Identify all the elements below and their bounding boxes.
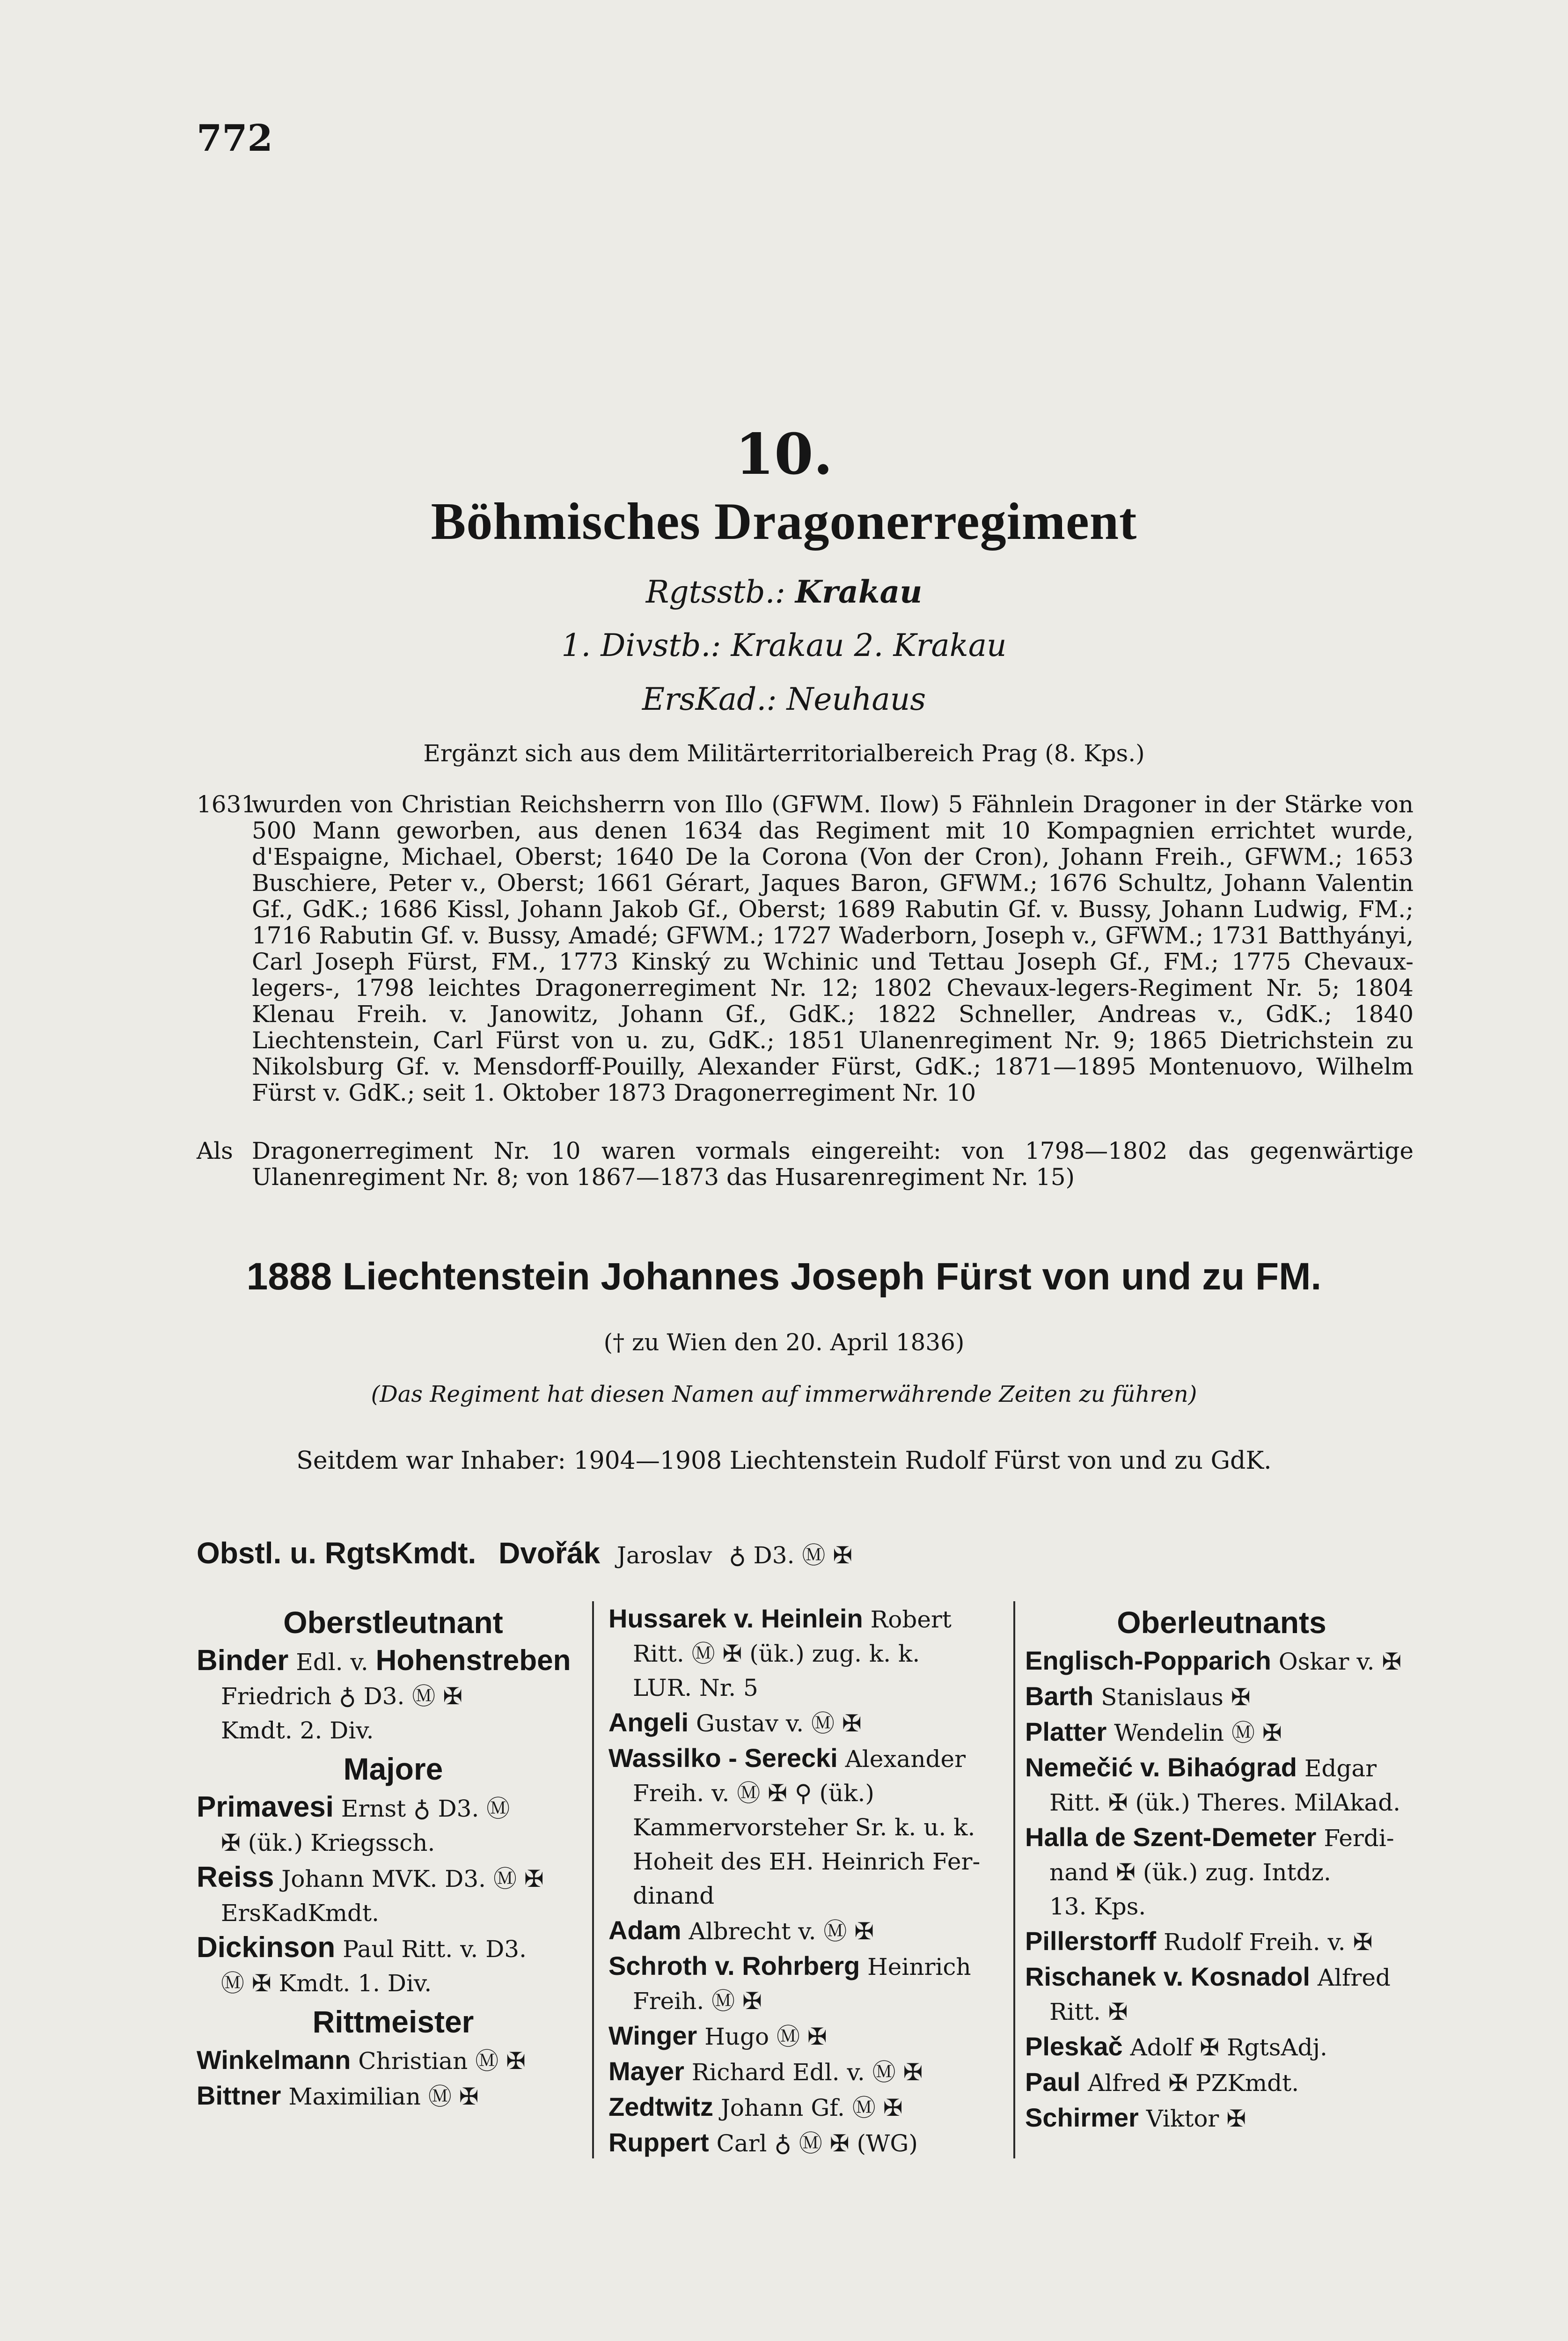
column-divider [592,1601,594,2158]
officer-entry [1025,1679,1418,1715]
officer-detail: Christian Ⓜ ✠ [358,2047,526,2075]
officers-column-1 [197,1601,590,2114]
officer-detail: Freih. Ⓜ ✠ [633,1988,762,2015]
officer-detail: ✠ (ük.) Kriegssch. [221,1829,435,1856]
commander-label: Obstl. u. RgtsKmdt. [197,1536,476,1570]
officer-detail: Rudolf Freih. v. ✠ [1163,1929,1373,1956]
officer-detail: LUR. Nr. 5 [633,1674,758,1701]
commander-decorations: ♁ D3. Ⓜ ✠ [729,1542,853,1569]
officers-column-3 [1025,1601,1418,2136]
officer-entry [197,1790,590,1860]
officer-name: Adam [608,1915,681,1945]
officer-detail: Alfred ✠ PZKmdt. [1088,2069,1299,2097]
owner-heading: 1888 Liechtenstein Johannes Joseph Fürst von und zu FM. [246,1255,1322,1298]
officer-name: Bittner [197,2081,281,2110]
erskad-value: Neuhaus [786,681,926,717]
officer-entry [1025,2029,1418,2065]
officer-name: Reiss [197,1861,274,1893]
officer-detail: Gustav v. Ⓜ ✠ [696,1710,862,1737]
officer-name: Halla de Szent-Demeter [1025,1822,1317,1852]
owner-death: († zu Wien den 20. April 1836) [603,1329,965,1356]
rgtsstb-label: Rgtsstb.: [645,574,785,610]
officer-name: Wassilko - Serecki [608,1743,838,1773]
officer-detail: Paul Ritt. v. D3. [343,1936,527,1963]
supplement-text: Ergänzt sich aus dem Militärterritorialbereich Prag (8. Kps.) [423,740,1145,767]
officer-detail: Ferdi- [1324,1825,1394,1852]
rgtsstb-value: Krakau [795,574,923,610]
officer-name: Hohenstreben [375,1644,571,1677]
officer-entry [1025,1643,1418,1679]
officer-detail: Kmdt. 2. Div. [221,1717,374,1744]
officer-detail: Alexander [845,1745,966,1773]
regiment-number: 10. [735,421,833,487]
officer-detail: Heinrich [867,1953,971,1980]
officer-detail: Hugo Ⓜ ✠ [704,2023,827,2050]
officer-detail: Richard Edl. v. Ⓜ ✠ [691,2059,923,2086]
officer-entry [1025,1820,1418,1924]
officer-name: Pillerstorff [1025,1926,1157,1956]
officer-entry [608,2090,1011,2125]
heading-oberleutnants: Oberleutnants [1117,1605,1326,1640]
officer-entry [1025,1715,1418,1750]
officer-detail: nand ✠ (ük.) zug. Intdz. [1049,1859,1331,1886]
officer-detail: dinand [633,1882,715,1909]
officer-detail: Ritt. ✠ (ük.) Theres. MilAkad. [1049,1789,1401,1816]
replacement-cadre [0,681,1568,717]
officer-name: Winkelmann [197,2045,351,2075]
formerly-text: Dragonerregiment Nr. 10 waren vormals eingereiht: von 1798—1802 das gegenwärtige Ulanenregiment Nr. 8; von 1867—1873 das Husarenregiment Nr. 15) [252,1137,1414,1191]
heading-majore: Majore [343,1752,443,1786]
officers-column-2 [608,1601,1011,2161]
officer-detail: Ritt. Ⓜ ✠ (ük.) zug. k. k. [633,1640,920,1667]
officer-detail: Maximilian Ⓜ ✠ [288,2083,479,2110]
officer-name: Platter [1025,1717,1107,1746]
officer-name: Zedtwitz [608,2092,713,2121]
owner-note: (Das Regiment hat diesen Namen auf immerwährende Zeiten zu führen) [371,1381,1197,1407]
history-paragraph [197,791,1414,1106]
officer-name: Pleskač [1025,2032,1123,2061]
officer-entry [608,1949,1011,2018]
officer-detail: Adolf ✠ RgtsAdj. [1130,2034,1327,2061]
officer-name: Dickinson [197,1931,336,1964]
officer-detail: Hoheit des EH. Heinrich Fer- [633,1848,981,1875]
officer-name: Hussarek v. Heinlein [608,1604,863,1633]
officer-detail: Carl ♁ Ⓜ ✠ (WG) [716,2130,918,2157]
erskad-label: ErsKad.: [642,681,777,717]
column-divider [1013,1601,1015,2158]
officer-entry [608,2018,1011,2054]
officer-detail: Johann Gf. Ⓜ ✠ [720,2094,903,2121]
commander-first: Jaroslav [616,1542,712,1569]
officer-detail: Freih. v. Ⓜ ✠ ⚲ (ük.) [633,1780,874,1807]
officer-entry [608,2125,1011,2161]
officer-detail: Viktor ✠ [1146,2105,1246,2132]
officer-entry [197,2078,590,2114]
officer-entry [608,1741,1011,1913]
officer-detail: Johann MVK. D3. Ⓜ ✠ [281,1865,544,1892]
officer-entry [197,1860,590,1930]
division-staff: 1. Divstb.: Krakau 2. Krakau [561,627,1007,663]
officer-entry [1025,1750,1418,1820]
officer-name: Englisch-Popparich [1025,1646,1271,1675]
officer-name: Ruppert [608,2128,709,2157]
heading-rittmeister: Rittmeister [312,2004,474,2039]
officer-entry [197,2043,590,2078]
regiment-staff [0,574,1568,610]
officer-detail: Ernst ♁ D3. Ⓜ [341,1795,510,1822]
page-number: 772 [197,117,273,160]
officer-entry [608,1601,1011,1705]
officer-detail: ErsKadKmdt. [221,1899,379,1927]
formerly-label: Als [197,1137,233,1164]
officer-entry [608,1913,1011,1949]
officer-entry [1025,1959,1418,2029]
officer-name: Rischanek v. Kosnadol [1025,1962,1310,1991]
regiment-title: Böhmisches Dragonerregiment [431,493,1137,551]
officer-entry [1025,2065,1418,2100]
officer-detail: Ritt. ✠ [1049,1998,1128,2025]
officer-name: Barth [1025,1681,1094,1711]
officer-name: Paul [1025,2067,1081,2097]
officer-entry [197,1930,590,2001]
officer-name: Angeli [608,1708,689,1737]
heading-oberstleutnant: Oberstleutnant [283,1605,503,1640]
officer-detail: Robert [870,1606,952,1633]
officer-name: Schroth v. Rohrberg [608,1951,860,1980]
officer-detail: Wendelin Ⓜ ✠ [1114,1719,1282,1746]
officer-entry [608,2054,1011,2090]
officer-name: Winger [608,2021,697,2050]
former-owner: Seitdem war Inhaber: 1904—1908 Liechtenstein Rudolf Fürst von und zu GdK. [296,1447,1272,1475]
officer-name: Binder [197,1644,289,1677]
officer-name: Schirmer [1025,2103,1139,2132]
commander-line [197,1536,852,1570]
officer-detail: Albrecht v. Ⓜ ✠ [689,1918,874,1945]
officer-name: Nemečić v. Bihaógrad [1025,1752,1297,1782]
officer-detail: Edgar [1304,1755,1377,1782]
officer-name: Primavesi [197,1791,334,1823]
officer-detail: Alfred [1317,1964,1391,1991]
officer-entry [1025,2100,1418,2136]
officer-entry [197,1643,590,1748]
officer-detail: Oskar v. ✠ [1278,1648,1402,1675]
officer-detail: 13. Kps. [1049,1893,1146,1920]
officer-detail: Kammervorsteher Sr. k. u. k. [633,1814,975,1841]
history-year: 1631 [197,791,256,818]
officer-title: Edl. v. [296,1649,368,1676]
formerly-paragraph [197,1138,1414,1190]
officer-entry [608,1705,1011,1741]
officer-detail: Ⓜ ✠ Kmdt. 1. Div. [221,1970,432,1997]
officer-entry [1025,1924,1418,1959]
commander-name: Dvořák [498,1536,601,1570]
history-text: wurden von Christian Reichsherrn von Illo (GFWM. Ilow) 5 Fähnlein Dragoner in der Stärke von 500 Mann geworben, aus denen 1634 das Regiment mit 10 Kompagnien errichtet wurde, d'Espaigne, Michael, Oberst; 1640 De la Corona (Von der Cron), Johann Freih., GFWM.; 1653 Buschiere, Peter v., Oberst; 1661 Gérart, Jaques Baron, GFWM.; 1676 Schultz, Johann Valentin Gf., GdK.; 1686 Kissl, Johann Jakob Gf., Oberst; 1689 Rabutin Gf. v. Bussy, Johann Ludwig, FM.; 1716 Rabutin Gf. v. Bussy, Amadé; GFWM.; 1727 Waderborn, Joseph v., GFWM.; 1731 Batthyányi, Carl Joseph Fürst, FM., 1773 Kinský zu Wchinic und Tettau Joseph Gf., FM.; 1775 Chevaux-legers-, 1798 leichtes Dragonerregiment Nr. 12; 1802 Chevaux-legers-Regiment Nr. 5; 1804 Klenau Freih. v. Janowitz, Johann Gf., GdK.; 1822 Schneller, Andreas v., GdK.; 1840 Liechtenstein, Carl Fürst von u. zu, GdK.; 1851 Ulanenregiment Nr. 9; 1865 Dietrichstein zu Nikolsburg Gf. v. Mensdorff-Pouilly, Alexander Fürst, GdK.; 1871—1895 Montenuovo, Wilhelm Fürst v. GdK.; seit 1. Oktober 1873 Dragonerregiment Nr. 10 [252,791,1414,1106]
officer-detail: Stanislaus ✠ [1101,1684,1251,1711]
officer-name: Mayer [608,2056,684,2086]
officer-detail: Friedrich ♁ D3. Ⓜ ✠ [221,1683,463,1710]
